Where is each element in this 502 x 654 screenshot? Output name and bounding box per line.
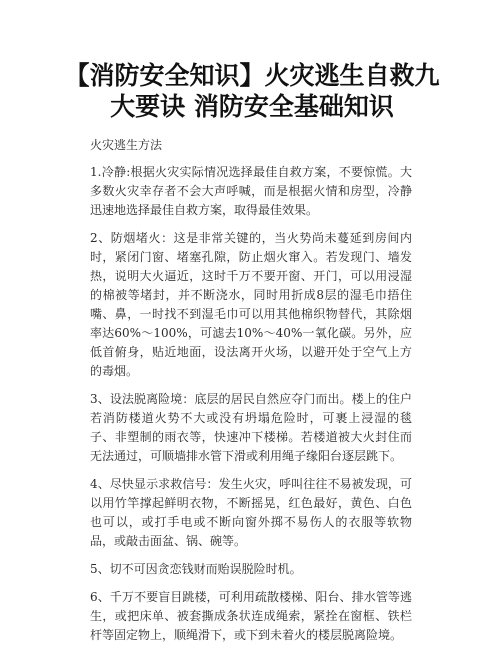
paragraph-2: 2、防烟堵火：这是非常关键的，当火势尚未蔓延到房间内时，紧闭门窗、堵塞孔隙，防止烟火窜入。若发现门、墙发热，说明大火逼近，这时千万不要开窗、开门，可以用浸湿的棉被等堵封，并不断浇水，同时用折成8层的湿毛巾捂住嘴、鼻，一时找不到湿毛巾可以用其他棉织物替代，其除烟率达60%～100%，可滤去10%～40%一氧化碳。另外，应低首俯身，贴近地面，设法离开火场，以避开处于空气上方的毒烟。: [90, 231, 412, 378]
document-body: [90, 136, 412, 654]
paragraph-4: 4、尽快显示求救信号：发生火灾，呼叫往往不易被发现，可以用竹竿撑起鲜明衣物，不断摇晃，红色最好，黄色、白色也可以，或打手电或不断向窗外掷不易伤人的衣服等软物品，或敲击面盆、锅、碗等。: [90, 477, 412, 548]
paragraph-6: 6、千万不要盲目跳楼，可利用疏散楼梯、阳台、排水管等逃生，或把床单、被套撕成条状连成绳索，紧拴在窗框、铁栏杆等固定物上，顺绳滑下，或下到未着火的楼层脱离险境。: [90, 590, 412, 642]
paragraph-1: 1.冷静:根据火灾实际情况选择最佳自救方案，不要惊慌。大多数火灾幸存者不会大声呼喊，而是根据火情和房型，冷静迅速地选择最佳自救方案，取得最佳效果。: [90, 165, 412, 217]
paragraph-5: 5、切不可因贪恋钱财而贻误脱险时机。: [90, 562, 302, 576]
paragraph-3: 3、设法脱离险境：底层的居民自然应夺门而出。楼上的住户若消防楼道火势不大或没有坍塌危险时，可裹上浸湿的毯子、非塑制的雨衣等，快速冲下楼梯。若楼道被大火封住而无法通过，可顺墙排水管下滑或利用绳子缘阳台逐层跳下。: [90, 392, 412, 463]
section-title: 火灾逃生方法: [90, 138, 163, 152]
document-title: 【消防安全知识】火灾逃生自救九大要诀 消防安全基础知识: [64, 61, 440, 121]
